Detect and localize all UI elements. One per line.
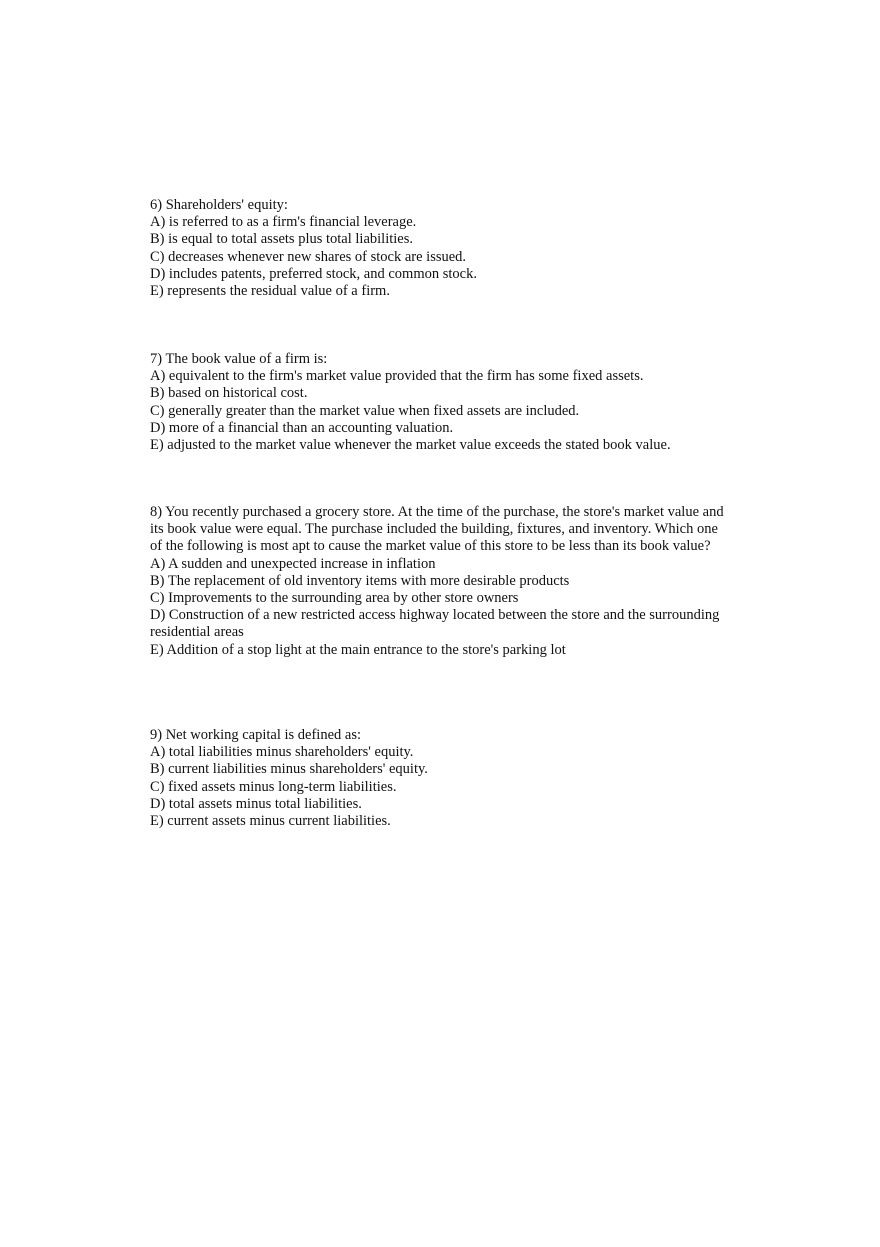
question-stem: 8) You recently purchased a grocery store. At the time of the purchase, the store's market value and its book value were equal. The purchase included the building, fixtures, and inventory. Which one of the following is most apt to cause the market value of this store to be less than its book value?	[150, 504, 724, 555]
answer-option-c: C) generally greater than the market value when fixed assets are included.	[150, 402, 580, 419]
answer-option-a: A) A sudden and unexpected increase in inflation	[150, 555, 436, 572]
answer-option-c: C) Improvements to the surrounding area by other store owners	[150, 590, 519, 607]
answer-option-b: B) current liabilities minus shareholders' equity.	[150, 761, 428, 778]
question-stem: 7) The book value of a firm is:	[150, 351, 328, 367]
answer-option-b: B) The replacement of old inventory items with more desirable products	[150, 572, 570, 589]
answer-option-e: E) Addition of a stop light at the main entrance to the store's parking lot	[150, 641, 566, 658]
question-stem: 9) Net working capital is defined as:	[150, 727, 361, 743]
answer-option-c: C) decreases whenever new shares of stock are issued.	[150, 248, 467, 265]
question-6	[150, 197, 730, 300]
answer-option-d: D) more of a financial than an accounting valuation.	[150, 419, 454, 436]
answer-option-b: B) based on historical cost.	[150, 385, 308, 402]
answer-option-d: D) total assets minus total liabilities.	[150, 795, 362, 812]
question-7	[150, 351, 730, 454]
answer-option-a: A) is referred to as a firm's financial leverage.	[150, 214, 417, 231]
answer-option-e: E) represents the residual value of a firm.	[150, 283, 390, 300]
question-8	[150, 504, 730, 659]
question-9	[150, 727, 730, 830]
answer-option-e: E) adjusted to the market value whenever the market value exceeds the stated book value.	[150, 437, 671, 454]
answer-option-e: E) current assets minus current liabilities.	[150, 813, 391, 830]
question-stem: 6) Shareholders' equity:	[150, 197, 288, 213]
answer-option-b: B) is equal to total assets plus total liabilities.	[150, 231, 413, 248]
answer-option-d: D) includes patents, preferred stock, and common stock.	[150, 265, 477, 282]
answer-option-a: A) equivalent to the firm's market value provided that the firm has some fixed assets.	[150, 368, 644, 385]
answer-option-d: D) Construction of a new restricted access highway located between the store and the surrounding residential areas	[150, 607, 720, 641]
answer-option-a: A) total liabilities minus shareholders' equity.	[150, 744, 414, 761]
answer-option-c: C) fixed assets minus long-term liabilities.	[150, 778, 397, 795]
